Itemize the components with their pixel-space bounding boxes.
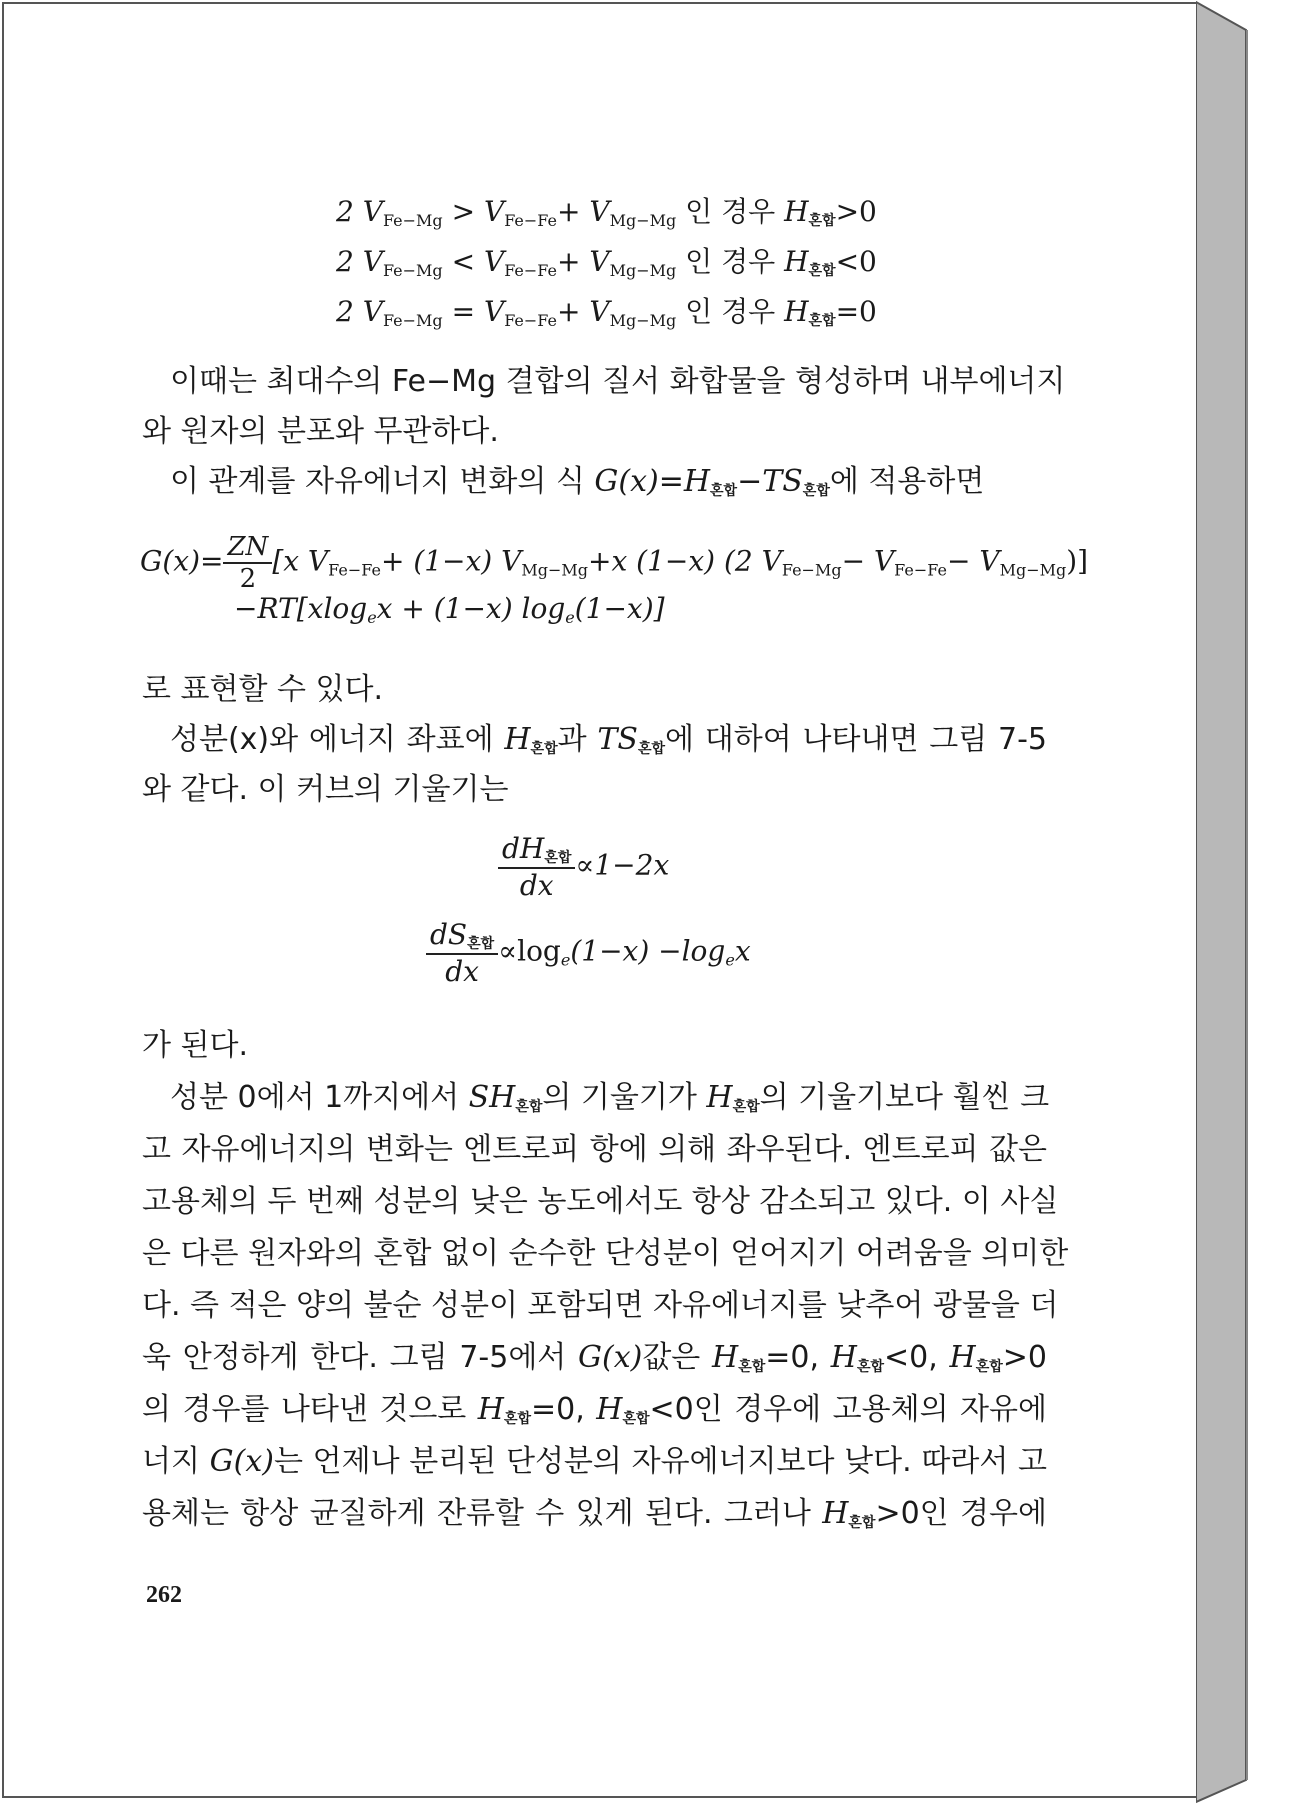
paragraph-line: 너지 G(x)는 언제나 분리된 단성분의 자유에너지보다 낮다. 따라서 고 xyxy=(142,1444,1047,1479)
condition-line: 2 $V_{Fe-Mg} > V_{Fe-Fe}+ V_{Mg-Mg}$ 인 경우 H혼합>0 xyxy=(336,195,877,230)
paragraph-line: 이 관계를 자유에너지 변화의 식 G(x)=H혼합−TS혼합에 적용하면 xyxy=(170,464,985,499)
paragraph-line: 로 표현할 수 있다. xyxy=(142,672,384,707)
paragraph-line: 성분(x)와 에너지 좌표에 H혼합과 TS혼합에 대하여 나타내면 그림 7-5 xyxy=(170,722,1047,757)
paragraph-line: 와 원자의 분포와 무관하다. xyxy=(142,414,499,449)
slope-equation-h: $\frac{\text{dH혼합}}{dx}$ ∝1−2x xyxy=(498,832,669,902)
gx-equation-line2: −RT[xlog$_e$x + (1−x) $\log_e(1-x)$] xyxy=(234,592,665,627)
paragraph-line: 욱 안정하게 한다. 그림 7-5에서 G(x)값은 H혼합=0, H혼합<0, H혼합>0 xyxy=(142,1340,1047,1375)
paragraph-line: 와 같다. 이 커브의 기울기는 xyxy=(142,772,509,807)
paragraph-line: 이때는 최대수의 Fe−Mg 결합의 질서 화합물을 형성하며 내부에너지 xyxy=(170,364,1066,399)
paragraph-line: 다. 즉 적은 양의 불순 성분이 포함되면 자유에너지를 낮추어 광물을 더 xyxy=(142,1288,1059,1323)
book-spine xyxy=(1196,0,1306,1806)
paragraph-line: 은 다른 원자와의 혼합 없이 순수한 단성분이 얻어지기 어려움을 의미한 xyxy=(142,1236,1069,1271)
paragraph-line: 성분 0에서 1까지에서 SH혼합의 기울기가 H혼합의 기울기보다 훨씬 크 xyxy=(170,1080,1050,1115)
slope-equation-s: $\frac{\text{dS혼합}}{dx}$ $\propto\log_e(1-x) -\log_ex$ xyxy=(426,918,751,988)
condition-line: 2 $V_{Fe-Mg} = V_{Fe-Fe}+ V_{Mg-Mg}$ 인 경우 H혼합=0 xyxy=(336,295,877,330)
condition-line: 2 $V_{Fe-Mg} < V_{Fe-Fe}+ V_{Mg-Mg}$ 인 경우 H혼합<0 xyxy=(336,245,877,280)
gx-equation-line1: G(x)= $\frac{ZN}{2}$ [x $V_{Fe-Fe}+ (1-x)$ $V_{Mg-Mg}+x$ (1−x) (2 $V_{Fe-Mg}- V_{Fe-Fe}- V_{Mg-Mg}$)] xyxy=(140,532,1089,594)
paragraph-line: 고 자유에너지의 변화는 엔트로피 항에 의해 좌우된다. 엔트로피 값은 xyxy=(142,1132,1047,1167)
paragraph-line: 가 된다. xyxy=(142,1028,249,1063)
page-number: 262 xyxy=(146,1582,182,1608)
paragraph-line: 고용체의 두 번째 성분의 낮은 농도에서도 항상 감소되고 있다. 이 사실 xyxy=(142,1184,1059,1219)
paragraph-line: 용체는 항상 균질하게 잔류할 수 있게 된다. 그러나 H혼합>0인 경우에 xyxy=(142,1496,1047,1531)
paragraph-line: 의 경우를 나타낸 것으로 H혼합=0, H혼합<0인 경우에 고용체의 자유에 xyxy=(142,1392,1047,1427)
